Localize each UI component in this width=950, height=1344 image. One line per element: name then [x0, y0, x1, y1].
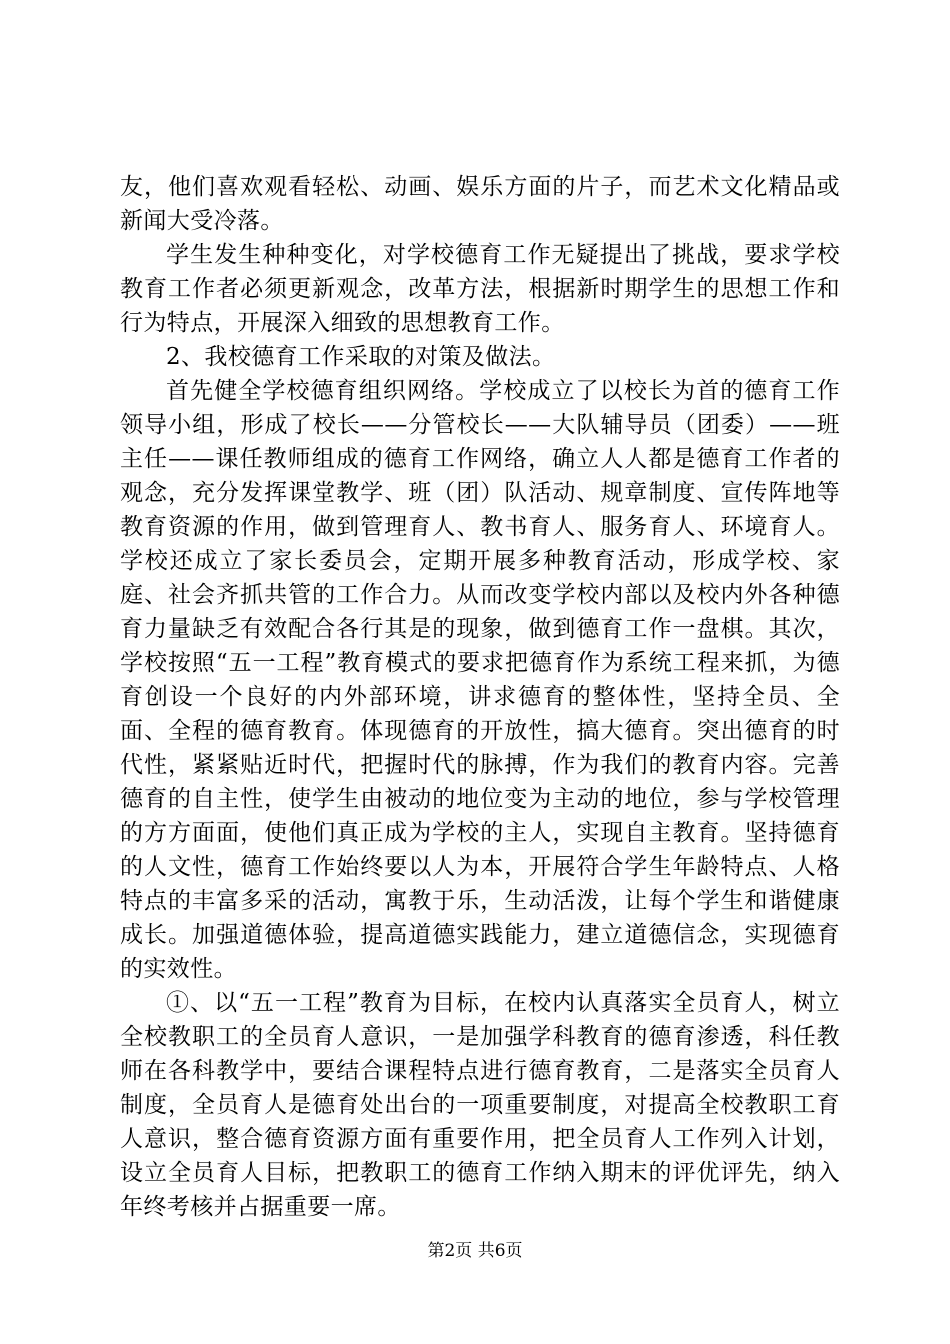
section-heading: 2、我校德育工作采取的对策及做法。: [166, 344, 556, 370]
paragraph-item-1: ①、以“五一工程”教育为目标，在校内认真落实全员育人，树立全校教职工的全员育人意识，一是加强学科教育的德育渗透，科任教师在各科教学中，要结合课程特点进行德育教育，二是落实全员育人制度，全员育人是德育处出台的一项重要制度，对提高全校教职工育人意识，整合德育资源方面有重要作用，把全员育人工作列入计划，设立全员育人目标，把教职工的德育工作纳入期末的评优评先，纳入年终考核并占据重要一席。: [120, 990, 840, 1220]
paragraph-organization: 首先健全学校德育组织网络。学校成立了以校长为首的德育工作领导小组，形成了校长——分管校长——大队辅导员（团委）——班主任——课任教师组成的德育工作网络，确立人人都是德育工作者的观念，充分发挥课堂教学、班（团）队活动、规章制度、宣传阵地等教育资源的作用，做到管理育人、教书育人、服务育人、环境育人。学校还成立了家长委员会，定期开展多种教育活动，形成学校、家庭、社会齐抓共管的工作合力。从而改变学校内部以及校内外各种德育力量缺乏有效配合各行其是的现象，做到德育工作一盘棋。其次，学校按照“五一工程”教育模式的要求把德育作为系统工程来抓，为德育创设一个良好的内外部环境，讲求德育的整体性，坚持全员、全面、全程的德育教育。体现德育的开放性，搞大德育。突出德育的时代性，紧紧贴近时代，把握时代的脉搏，作为我们的教育内容。完善德育的自主性，使学生由被动的地位变为主动的地位，参与学校管理的方方面面，使他们真正成为学校的主人，实现自主教育。坚持德育的人文性，德育工作始终要以人为本，开展符合学生年龄特点、人格特点的丰富多采的活动，寓教于乐，生动活泼，让每个学生和谐健康成长。加强道德体验，提高道德实践能力，建立道德信念，实现德育的实效性。: [120, 378, 840, 982]
page-footer: 第2页 共6页: [427, 1241, 523, 1261]
paragraph-continuation: 友，他们喜欢观看轻松、动画、娱乐方面的片子，而艺术文化精品或新闻大受冷落。: [120, 174, 840, 234]
paragraph-challenge: 学生发生种种变化，对学校德育工作无疑提出了挑战，要求学校教育工作者必须更新观念，改革方法，根据新时期学生的思想工作和行为特点，开展深入细致的思想教育工作。: [120, 242, 840, 336]
document-body: [120, 170, 840, 1224]
